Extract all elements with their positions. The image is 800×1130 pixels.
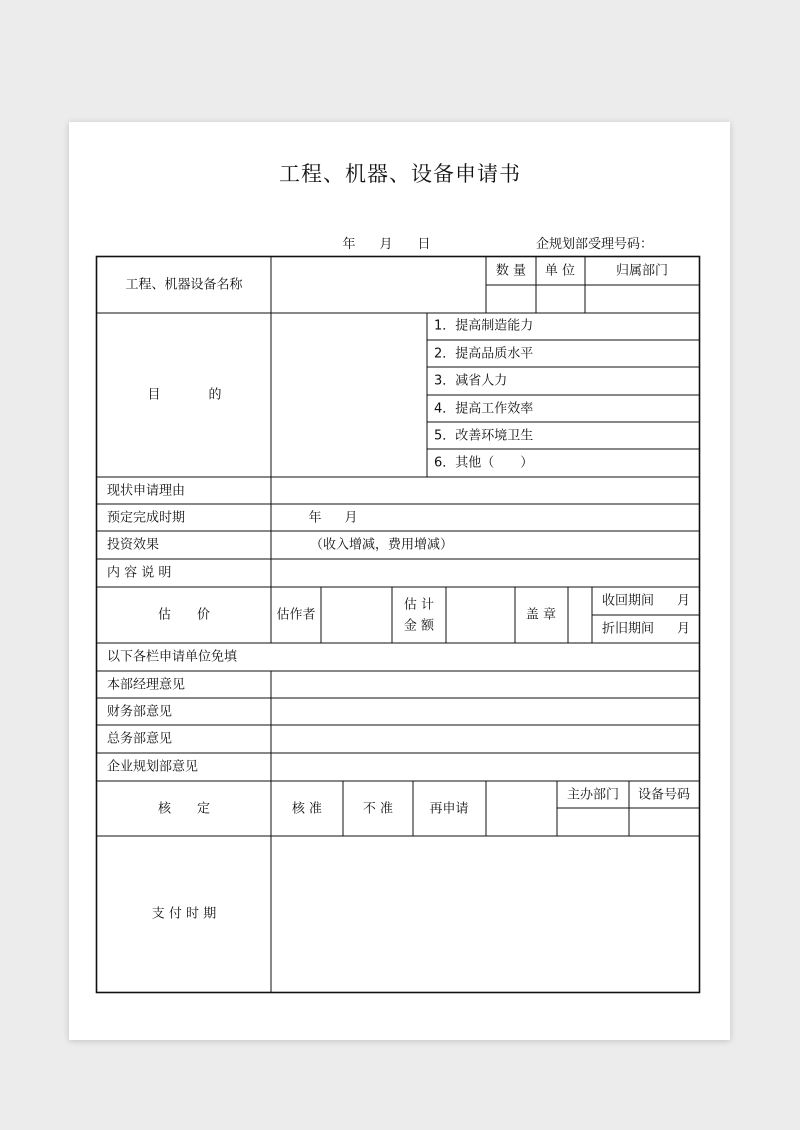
approval-label: 核 定 (157, 801, 211, 817)
estimate-label: 估 价 (157, 607, 211, 623)
payment-period-field[interactable] (273, 837, 699, 991)
estimated-amount-label: 金 额 (403, 618, 435, 634)
header-month-label: 月 (379, 237, 393, 252)
equipment-name-field[interactable] (273, 258, 484, 311)
scheduled-label: 预定完成时期 (107, 510, 186, 526)
scheduled-year-label: 年 (308, 510, 322, 526)
planning-opinion-label: 企业规划部意见 (107, 759, 199, 775)
scheduled-month-label: 月 (344, 510, 358, 526)
recovery-unit: 月 (677, 593, 691, 609)
department-header: 归属部门 (615, 263, 669, 279)
header-year-label: 年 (342, 237, 356, 252)
reason-field[interactable] (273, 478, 699, 503)
purpose-option[interactable]: 2．提高品质水平 (434, 346, 534, 362)
quantity-field[interactable] (487, 286, 535, 312)
purpose-field[interactable] (273, 314, 425, 476)
estimator-field[interactable] (322, 588, 391, 642)
depreciation-period-label: 折旧期间 (602, 621, 655, 637)
purpose-label-left: 目 (147, 387, 161, 403)
estimator-label: 估作者 (276, 607, 316, 623)
estimated-amount-label: 估 计 (403, 597, 435, 613)
page-title: 工程、机器、设备申请书 (279, 162, 521, 186)
approve-option[interactable]: 核 准 (291, 801, 323, 817)
effect-note: （收入增减，费用增减） (310, 537, 454, 553)
general-affairs-opinion-field[interactable] (273, 726, 699, 752)
manager-opinion-label: 本部经理意见 (107, 677, 186, 693)
unit-field[interactable] (537, 286, 584, 312)
description-label: 内 容 说 明 (107, 565, 172, 581)
equipment-name-label: 工程、机器设备名称 (125, 277, 243, 293)
purpose-option[interactable]: 5．改善环境卫生 (434, 428, 534, 444)
purpose-option[interactable]: 1．提高制造能力 (434, 318, 534, 334)
quantity-header: 数 量 (495, 263, 527, 279)
host-department-header: 主办部门 (566, 787, 620, 803)
header-day-label: 日 (417, 237, 431, 252)
finance-opinion-field[interactable] (273, 699, 699, 724)
estimated-amount-field[interactable] (447, 588, 514, 642)
general-affairs-opinion-label: 总务部意见 (107, 731, 173, 747)
depreciation-unit: 月 (677, 621, 691, 637)
department-field[interactable] (586, 286, 699, 312)
purpose-label-right: 的 (208, 387, 222, 403)
host-department-field[interactable] (558, 809, 628, 835)
effect-label: 投资效果 (107, 537, 160, 553)
finance-opinion-label: 财务部意见 (107, 704, 173, 720)
equipment-number-header: 设备号码 (637, 787, 691, 803)
description-field[interactable] (273, 560, 699, 586)
reason-label: 现状申请理由 (107, 483, 186, 499)
payment-period-label: 支 付 时 期 (151, 906, 217, 922)
unit-header: 单 位 (544, 263, 576, 279)
reject-option[interactable]: 不 准 (362, 801, 394, 817)
receipt-number-label: 企规划部受理号码： (536, 237, 654, 252)
purpose-option[interactable]: 6．其他（ ） (434, 455, 534, 471)
exempt-notice: 以下各栏申请单位免填 (107, 649, 238, 665)
purpose-option[interactable]: 4．提高工作效率 (434, 401, 534, 417)
purpose-option[interactable]: 3．减省人力 (434, 373, 508, 389)
stamp-label: 盖 章 (525, 607, 557, 623)
manager-opinion-field[interactable] (273, 672, 699, 697)
equipment-number-field[interactable] (630, 809, 699, 835)
reapply-option[interactable]: 再申请 (429, 801, 469, 817)
planning-opinion-field[interactable] (273, 754, 699, 780)
recovery-period-label: 收回期间 (602, 593, 655, 609)
